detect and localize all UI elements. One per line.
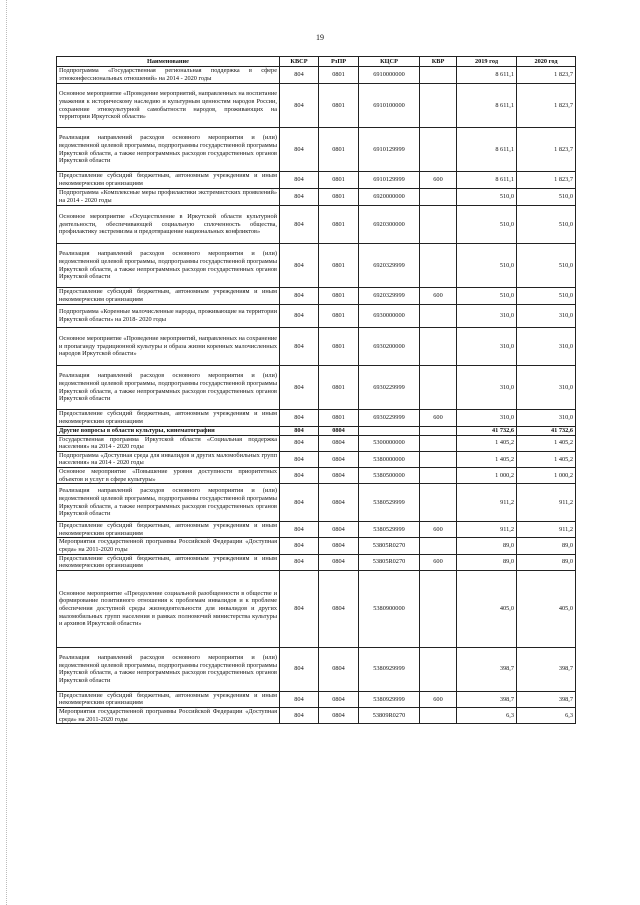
row-kvr [420,84,457,128]
row-kvr [420,189,457,206]
row-name: Реализация направлений расходов основного мероприятия и (или) ведомственной целевой программы, подпрограммы государственной программы Иркутской области, а также непрограммных расходов государственных органов Иркутской области [57,244,280,288]
header-rzpr: РзПР [319,57,359,67]
row-2020: 510,0 [517,189,576,206]
row-kcsr: 5380529999 [359,522,420,538]
row-kcsr: 6910100000 [359,84,420,128]
row-kvsr: 804 [280,128,319,172]
row-name: Предоставление субсидий бюджетным, автономным учреждениям и иным некоммерческим организациям [57,691,280,707]
table-row [57,484,576,522]
row-kvr: 600 [420,410,457,427]
row-kvr [420,366,457,410]
row-name: Основное мероприятие «Осуществление в Иркутской области культурной деятельности, обеспечивающей социальную сплоченность общества, профилактику экстремизма и предотвращение национальных конфликтов» [57,206,280,244]
row-name: Основное мероприятие «Проведение мероприятий, направленных на сохранение и пропаганду традиционной культуры и образа жизни коренных малочисленных народов Иркутской области» [57,328,280,366]
row-rzpr: 0804 [319,538,359,554]
row-kvr [420,647,457,691]
table-row [57,366,576,410]
row-name: Предоставление субсидий бюджетным, автономным учреждениям и иным некоммерческим организациям [57,522,280,538]
row-kcsr: 5380900000 [359,570,420,647]
row-name: Основное мероприятие «Преодоление социальной разобщенности в обществе и формирование позитивного отношения к проблемам инвалидов и к проблеме обеспечения доступной среды жизнедеятельности для инвалидов и других маломобильных групп населения в рамках полномочий министерства культуры и архивов Иркутской области» [57,570,280,647]
row-rzpr: 0804 [319,435,359,451]
row-kvsr: 804 [280,328,319,366]
row-kvr [420,427,457,436]
row-kcsr: 5380929999 [359,647,420,691]
row-kcsr: 53805R0270 [359,554,420,570]
row-kcsr: 6930000000 [359,305,420,328]
row-2020: 1 405,2 [517,451,576,467]
row-kvr [420,128,457,172]
row-2019: 911,2 [457,522,517,538]
row-rzpr: 0801 [319,305,359,328]
header-kvr: КВР [420,57,457,67]
row-kcsr: 6910000000 [359,67,420,84]
header-name: Наименование [57,57,280,67]
row-kcsr: 5380000000 [359,451,420,467]
row-kvsr: 804 [280,189,319,206]
row-2020: 405,0 [517,570,576,647]
header-2020: 2020 год [517,57,576,67]
budget-table [56,56,576,724]
row-rzpr: 0804 [319,691,359,707]
table-row [57,427,576,436]
row-rzpr: 0801 [319,206,359,244]
row-2019: 911,2 [457,484,517,522]
row-kvsr: 804 [280,435,319,451]
row-name: Подпрограмма «Государственная региональная поддержка в сфере этноконфессиональных отношений» на 2014 - 2020 годы [57,67,280,84]
row-2019: 310,0 [457,410,517,427]
row-2020: 1 000,2 [517,467,576,483]
row-2020: 89,0 [517,554,576,570]
row-name: Предоставление субсидий бюджетным, автономным учреждениям и иным некоммерческим организациям [57,554,280,570]
table-row [57,554,576,570]
row-2019: 310,0 [457,305,517,328]
row-kvr [420,451,457,467]
row-kcsr [359,427,420,436]
row-name: Мероприятия государственной программы Российской Федерации «Доступная среда» на 2011-2020 годы [57,538,280,554]
row-rzpr: 0801 [319,84,359,128]
row-kcsr: 6920329999 [359,288,420,305]
row-2019: 8 611,1 [457,84,517,128]
row-2020: 310,0 [517,366,576,410]
row-kvsr: 804 [280,691,319,707]
row-rzpr: 0801 [319,366,359,410]
row-kcsr: 6930229999 [359,410,420,427]
table-row [57,467,576,483]
row-kvsr: 804 [280,467,319,483]
row-2019: 510,0 [457,206,517,244]
row-name: Основное мероприятие «Проведение мероприятий, направленных на воспитание уважения к историческому наследию и культурным ценностям народов России, сохранение этнокультурной самобытности народов, проживающих на территории Иркутской области» [57,84,280,128]
row-kcsr: 6930229999 [359,366,420,410]
row-kcsr: 5380929999 [359,691,420,707]
row-rzpr: 0801 [319,288,359,305]
row-2020: 41 732,6 [517,427,576,436]
row-kcsr: 53805R0270 [359,538,420,554]
row-name: Реализация направлений расходов основного мероприятия и (или) ведомственной целевой программы, подпрограммы государственной программы Иркутской области, а также непрограммных расходов государственных органов Иркутской области [57,647,280,691]
row-2020: 510,0 [517,206,576,244]
row-kvsr: 804 [280,305,319,328]
table-row [57,691,576,707]
row-rzpr: 0804 [319,647,359,691]
row-kcsr: 6930200000 [359,328,420,366]
row-kvsr: 804 [280,366,319,410]
row-kvr: 600 [420,522,457,538]
row-2020: 1 405,2 [517,435,576,451]
row-rzpr: 0801 [319,172,359,189]
scan-edge-marks [6,0,8,905]
row-kcsr: 5380500000 [359,467,420,483]
table-row [57,328,576,366]
row-2019: 8 611,1 [457,172,517,189]
row-name: Подпрограмма «Доступная среда для инвалидов и других маломобильных групп населения» на 2014 - 2020 годы [57,451,280,467]
row-2019: 89,0 [457,554,517,570]
row-2019: 1 405,2 [457,435,517,451]
row-kvr: 600 [420,288,457,305]
row-name: Реализация направлений расходов основного мероприятия и (или) ведомственной целевой программы, подпрограммы государственной программы Иркутской области, а также непрограммных расходов государственных органов Иркутской области [57,366,280,410]
row-kvsr: 804 [280,244,319,288]
row-rzpr: 0804 [319,570,359,647]
row-2020: 310,0 [517,328,576,366]
row-rzpr: 0804 [319,484,359,522]
row-kvsr: 804 [280,410,319,427]
row-kvsr: 804 [280,484,319,522]
table-row [57,67,576,84]
row-2020: 510,0 [517,244,576,288]
table-row [57,84,576,128]
row-name: Предоставление субсидий бюджетным, автономным учреждениям и иным некоммерческим организациям [57,410,280,427]
row-kvr [420,467,457,483]
row-kvr [420,707,457,723]
row-2020: 310,0 [517,410,576,427]
row-kvsr: 804 [280,707,319,723]
row-kcsr: 5300000000 [359,435,420,451]
row-kvsr: 804 [280,67,319,84]
row-2020: 1 823,7 [517,84,576,128]
row-name: Подпрограмма «Коренные малочисленные народы, проживающие на территории Иркутской области» на 2018- 2020 годы [57,305,280,328]
row-kvr [420,305,457,328]
row-2020: 1 823,7 [517,128,576,172]
row-2019: 89,0 [457,538,517,554]
table-row [57,128,576,172]
row-kvsr: 804 [280,288,319,305]
row-name: Основное мероприятие «Повышение уровня доступности приоритетных объектов и услуг в сфере культуры» [57,467,280,483]
row-name: Подпрограмма «Комплексные меры профилактики экстремистских проявлений» на 2014 - 2020 годы [57,189,280,206]
table-header-row [57,57,576,67]
row-kvr: 600 [420,554,457,570]
row-2020: 6,3 [517,707,576,723]
row-kvr: 600 [420,691,457,707]
table-row [57,288,576,305]
row-kcsr: 6920300000 [359,206,420,244]
row-rzpr: 0804 [319,707,359,723]
row-2020: 1 823,7 [517,172,576,189]
row-2020: 310,0 [517,305,576,328]
row-kcsr: 6910129999 [359,172,420,189]
row-rzpr: 0801 [319,67,359,84]
row-kvr: 600 [420,172,457,189]
table-row [57,538,576,554]
table-row [57,435,576,451]
row-2020: 911,2 [517,484,576,522]
table-row [57,172,576,189]
table-row [57,647,576,691]
row-kcsr: 6910129999 [359,128,420,172]
table-row [57,707,576,723]
row-kvsr: 804 [280,647,319,691]
row-2019: 1 405,2 [457,451,517,467]
row-name: Другие вопросы в области культуры, кинематографии [57,427,280,436]
row-rzpr: 0804 [319,427,359,436]
row-kvsr: 804 [280,522,319,538]
row-kvr [420,484,457,522]
row-rzpr: 0804 [319,451,359,467]
row-kvr [420,570,457,647]
header-kvsr: КВСР [280,57,319,67]
row-kvsr: 804 [280,172,319,189]
table-row [57,305,576,328]
row-2020: 1 823,7 [517,67,576,84]
row-2019: 8 611,1 [457,128,517,172]
row-kcsr: 6920000000 [359,189,420,206]
table-row [57,451,576,467]
row-2019: 510,0 [457,244,517,288]
row-kvsr: 804 [280,538,319,554]
row-2019: 398,7 [457,691,517,707]
row-kcsr: 6920329999 [359,244,420,288]
row-2020: 89,0 [517,538,576,554]
row-rzpr: 0801 [319,189,359,206]
row-rzpr: 0801 [319,328,359,366]
row-kcsr: 53809R0270 [359,707,420,723]
row-kcsr: 5380529999 [359,484,420,522]
row-2019: 405,0 [457,570,517,647]
row-2019: 510,0 [457,189,517,206]
row-2019: 6,3 [457,707,517,723]
row-kvr [420,435,457,451]
row-rzpr: 0804 [319,554,359,570]
table-row [57,522,576,538]
row-name: Предоставление субсидий бюджетным, автономным учреждениям и иным некоммерческим организациям [57,288,280,305]
row-name: Реализация направлений расходов основного мероприятия и (или) ведомственной целевой программы, подпрограммы государственной программы Иркутской области, а также непрограммных расходов государственных органов Иркутской области [57,128,280,172]
header-kcsr: КЦСР [359,57,420,67]
row-2019: 41 732,6 [457,427,517,436]
row-rzpr: 0804 [319,522,359,538]
row-rzpr: 0801 [319,244,359,288]
row-2019: 398,7 [457,647,517,691]
row-rzpr: 0804 [319,467,359,483]
row-rzpr: 0801 [319,410,359,427]
table-row [57,410,576,427]
header-2019: 2019 год [457,57,517,67]
row-name: Государственная программа Иркутской области «Социальная поддержка населения» на 2014 - 2020 годы [57,435,280,451]
row-2020: 510,0 [517,288,576,305]
row-kvr [420,328,457,366]
row-kvsr: 804 [280,206,319,244]
row-name: Мероприятия государственной программы Российской Федерации «Доступная среда» на 2011-2020 годы [57,707,280,723]
row-2019: 8 611,1 [457,67,517,84]
table-row [57,206,576,244]
row-name: Реализация направлений расходов основного мероприятия и (или) ведомственной целевой программы, подпрограммы государственной программы Иркутской области, а также непрограммных расходов государственных органов Иркутской области [57,484,280,522]
row-kvsr: 804 [280,570,319,647]
row-2019: 310,0 [457,366,517,410]
row-kvr [420,538,457,554]
row-2019: 310,0 [457,328,517,366]
row-kvsr: 804 [280,554,319,570]
table-body [57,67,576,724]
row-kvr [420,244,457,288]
page-number: 19 [316,33,324,42]
table-row [57,570,576,647]
row-kvsr: 804 [280,451,319,467]
row-name: Предоставление субсидий бюджетным, автономным учреждениям и иным некоммерческим организациям [57,172,280,189]
row-kvr [420,67,457,84]
table-row [57,189,576,206]
row-2020: 911,2 [517,522,576,538]
row-rzpr: 0801 [319,128,359,172]
row-2020: 398,7 [517,691,576,707]
row-kvsr: 804 [280,427,319,436]
row-kvsr: 804 [280,84,319,128]
table-row [57,244,576,288]
row-kvr [420,206,457,244]
row-2020: 398,7 [517,647,576,691]
row-2019: 510,0 [457,288,517,305]
row-2019: 1 000,2 [457,467,517,483]
